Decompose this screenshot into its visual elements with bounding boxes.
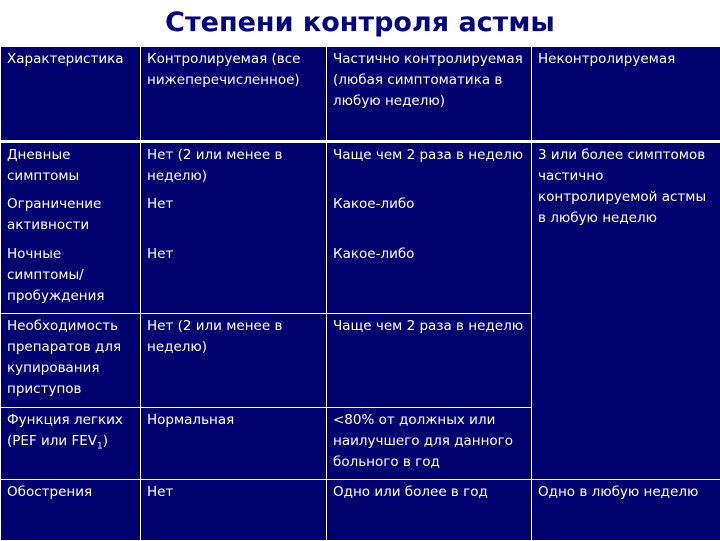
row-controlled: Нет [141, 192, 327, 242]
lung-label-main: Функция легких (PEF или FEV [7, 412, 123, 449]
header-partial: Частично контролируемая (любая симптоматика в любую неделю) [327, 47, 532, 142]
uncontrolled-merged-cell: 3 или более симптомов частично контролируемой астмы в любую неделю [532, 142, 720, 480]
row-label: Ночные симптомы/ пробуждения [1, 242, 141, 314]
row-label: Обострения [1, 480, 141, 541]
lung-label-sub: 1 [97, 442, 103, 452]
header-uncontrolled: Неконтролируемая [532, 47, 720, 142]
row-controlled: Нет [141, 242, 327, 314]
table-row [1, 480, 720, 541]
row-partial: Какое-либо [327, 242, 532, 314]
row-partial: Чаще чем 2 раза в неделю [327, 314, 532, 408]
row-uncontrolled: Одно в любую неделю [532, 480, 720, 541]
row-label: Необходимость препаратов для купирования приступов [1, 314, 141, 408]
table-row [1, 142, 720, 192]
lung-label-end: ) [103, 433, 108, 449]
row-partial: Одно или более в год [327, 480, 532, 541]
row-label: Ограничение активности [1, 192, 141, 242]
row-controlled: Нормальная [141, 408, 327, 480]
header-controlled: Контролируемая (все нижеперечисленное) [141, 47, 327, 142]
row-label: Дневные симптомы [1, 142, 141, 192]
asthma-control-table [0, 46, 720, 541]
row-controlled: Нет (2 или менее в неделю) [141, 314, 327, 408]
row-partial: Какое-либо [327, 192, 532, 242]
row-partial: <80% от должных или наилучшего для данного больного в год [327, 408, 532, 480]
header-characteristic: Характеристика [1, 47, 141, 142]
row-controlled: Нет (2 или менее в неделю) [141, 142, 327, 192]
row-controlled: Нет [141, 480, 327, 541]
page-title: Степени контроля астмы [0, 6, 720, 40]
row-partial: Чаще чем 2 раза в неделю [327, 142, 532, 192]
table-header-row [1, 47, 720, 142]
row-label-lung-function [1, 408, 141, 480]
